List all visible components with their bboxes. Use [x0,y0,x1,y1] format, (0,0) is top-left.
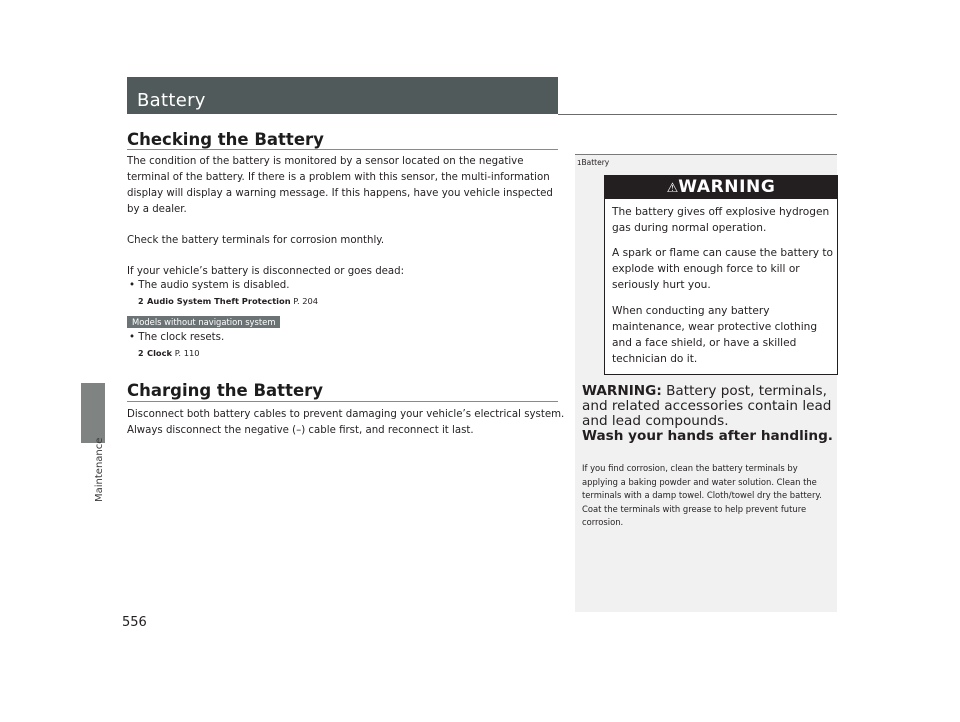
bullet-icon: • [129,280,139,291]
bullet-icon: • [129,332,139,343]
reference-arrow-icon: 2 [138,297,144,306]
heading-divider [127,401,558,402]
section-tab-marker [81,383,105,443]
reference-page: P. 110 [174,348,200,358]
warning-box [604,175,838,375]
cross-reference[interactable] [138,296,318,306]
warning-label: WARNING [678,177,776,197]
heading-divider [127,149,558,150]
page-title: Battery [137,90,206,111]
warning-triangle-icon: ⚠ [666,181,679,196]
sidebar-header-number: 1 [577,159,582,167]
lead-warning-label: WARNING: [582,383,662,399]
paragraph-check-monthly: Check the battery terminals for corrosion monthly. [127,235,385,246]
paragraph-line: The condition of the battery is monitored by a sensor located on the negative [127,156,524,167]
model-tag: Models without navigation system [127,316,280,328]
lead-warning [582,384,837,444]
section-tab-label: Maintenance [94,437,105,502]
paragraph-disconnected: If your vehicle’s battery is disconnected or goes dead: [127,266,405,277]
paragraph-line: display will display a warning message. If this happens, have you vehicle inspected [127,188,553,199]
reference-title: Clock [147,348,173,358]
lead-warning-strong: Wash your hands after handling. [582,428,833,444]
warning-paragraph: The battery gives off explosive hydrogen gas during normal operation. [612,206,830,234]
title-divider [558,114,837,115]
page-title-bar [127,77,558,114]
heading-checking: Checking the Battery [127,130,324,149]
corrosion-note: If you find corrosion, clean the battery terminals by applying a baking powder and water solution. Clean the terminals with a damp towel. Cloth/towel dry the battery. Coat the terminals with grease to help prevent future corrosion. [582,463,822,527]
list-item-text: The audio system is disabled. [138,280,290,291]
paragraph-line: Disconnect both battery cables to prevent damaging your vehicle’s electrical system. [127,409,565,420]
lead-warning-text: Battery post, terminals, and related accessories contain lead and lead compounds. [582,383,832,429]
reference-title: Audio System Theft Protection [147,296,291,306]
list-item-text: The clock resets. [138,332,225,343]
page-number: 556 [122,615,147,630]
sidebar-divider [575,154,837,155]
paragraph-monitoring [127,154,567,218]
list-item [129,280,289,291]
sidebar-header [577,158,609,167]
heading-charging: Charging the Battery [127,381,324,400]
cross-reference[interactable] [138,348,200,358]
reference-page: P. 204 [293,296,319,306]
warning-header [605,176,837,199]
paragraph-charging [127,407,567,439]
paragraph-line: by a dealer. [127,204,187,215]
warning-paragraph: A spark or flame can cause the battery to explode with enough force to kill or seriously hurt you. [612,247,834,291]
reference-arrow-icon: 2 [138,349,144,358]
list-item [129,332,224,343]
paragraph-line: terminal of the battery. If there is a problem with this sensor, the multi-information [127,172,550,183]
warning-paragraph: When conducting any battery maintenance, wear protective clothing and a face shield, or have a skilled technician do it. [612,305,818,365]
sidebar-header-label: Battery [581,158,610,167]
paragraph-line: Always disconnect the negative (–) cable first, and reconnect it last. [127,425,474,436]
